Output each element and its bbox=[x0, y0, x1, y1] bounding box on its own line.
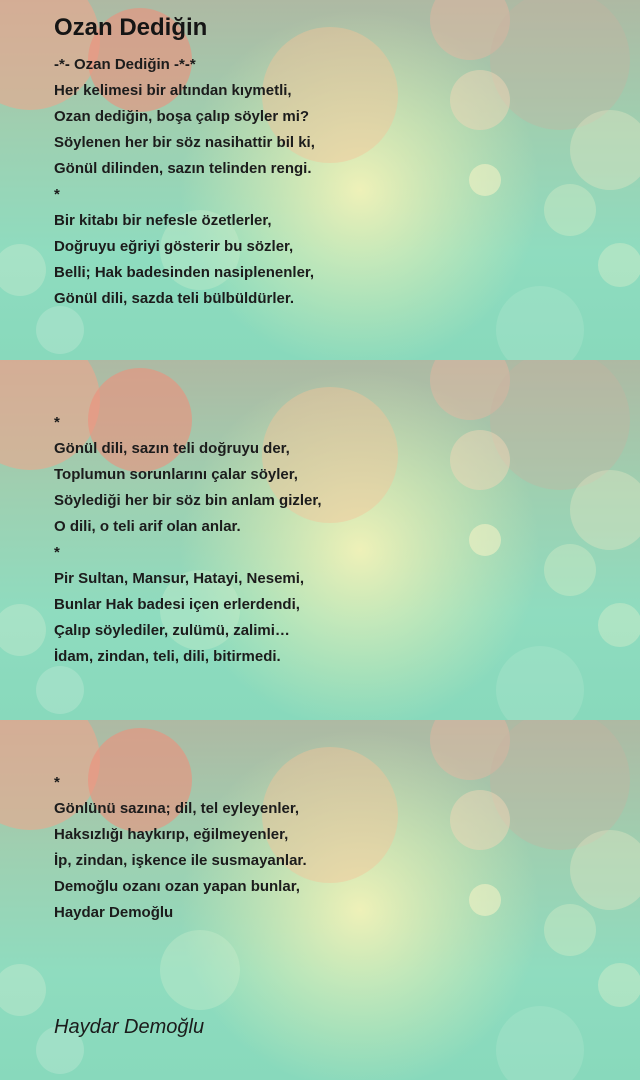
poem-line: Söylenen her bir söz nasihattir bil ki, bbox=[54, 134, 315, 151]
poem-line: Belli; Hak badesinden nasiplenenler, bbox=[54, 264, 315, 281]
stanza-block-1 bbox=[54, 52, 614, 312]
poem-title: Ozan Dediğin bbox=[54, 14, 208, 41]
poem-line: Bir kitabı bir nefesle özetlerler, bbox=[54, 212, 272, 229]
poem-panel-2 bbox=[0, 360, 640, 720]
poem-author: Haydar Demoğlu bbox=[54, 1016, 205, 1038]
poem-line: * bbox=[54, 414, 60, 431]
poem-line: Gönlünü sazına; dil, tel eyleyenler, bbox=[54, 800, 300, 817]
poem-panel-3 bbox=[0, 720, 640, 1080]
poem-line: Bunlar Hak badesi içen erlerdendi, bbox=[54, 596, 300, 613]
poem-line: * bbox=[54, 774, 60, 791]
poem-line: Gönül dilinden, sazın telinden rengi. bbox=[54, 160, 312, 177]
stanza-block-2 bbox=[54, 410, 614, 670]
poem-line: * bbox=[54, 186, 60, 203]
poem-line: Gönül dili, sazda teli bülbüldürler. bbox=[54, 290, 295, 307]
poem-line: Her kelimesi bir altından kıymetli, bbox=[54, 82, 292, 99]
poem-panel-1 bbox=[0, 0, 640, 360]
poem-line: Haksızlığı haykırıp, eğilmeyenler, bbox=[54, 826, 289, 843]
poem-line: Söylediği her bir söz bin anlam gizler, bbox=[54, 492, 322, 509]
poem-line: Pir Sultan, Mansur, Hatayi, Nesemi, bbox=[54, 570, 305, 587]
poem-line: İp, zindan, işkence ile susmayanlar. bbox=[54, 852, 307, 869]
poem-line: Ozan dediğin, boşa çalıp söyler mi? bbox=[54, 108, 310, 125]
poem-line: * bbox=[54, 544, 60, 561]
poem-line: -*- Ozan Dediğin -*-* bbox=[54, 56, 196, 73]
poem-line: Haydar Demoğlu bbox=[54, 904, 174, 921]
poem-line: Gönül dili, sazın teli doğruyu der, bbox=[54, 440, 290, 457]
poem-line: İdam, zindan, teli, dili, bitirmedi. bbox=[54, 648, 281, 665]
poem-line: Demoğlu ozanı ozan yapan bunlar, bbox=[54, 878, 300, 895]
stanza-block-3 bbox=[54, 770, 614, 926]
poem-line: Doğruyu eğriyi gösterir bu sözler, bbox=[54, 238, 294, 255]
poem-line: O dili, o teli arif olan anlar. bbox=[54, 518, 241, 535]
poem-line: Toplumun sorunlarını çalar söyler, bbox=[54, 466, 298, 483]
poem-line: Çalıp söylediler, zulümü, zalimi… bbox=[54, 622, 290, 639]
